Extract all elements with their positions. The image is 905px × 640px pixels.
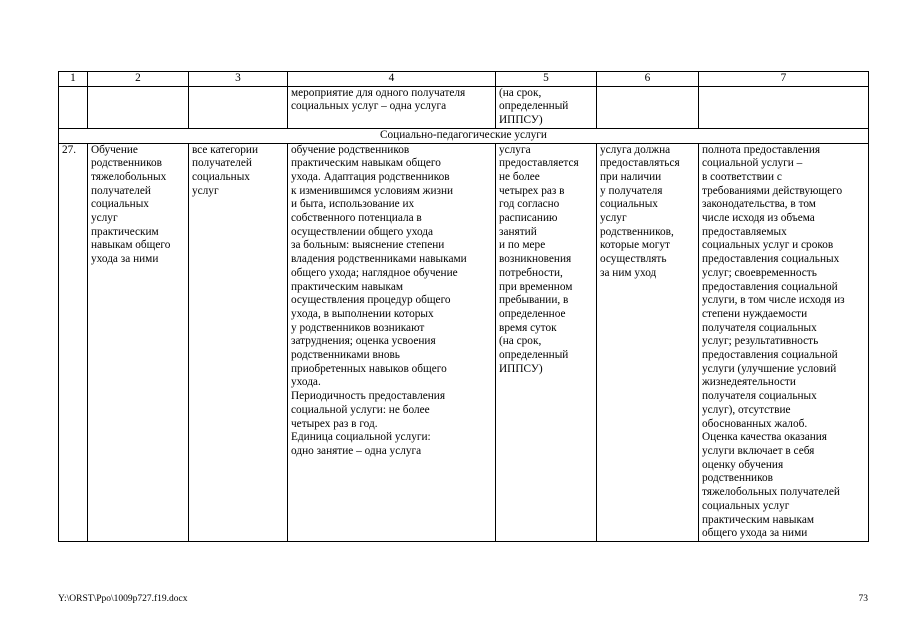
text-line: требованиями действующего	[702, 184, 843, 197]
text-line: (на срок,	[499, 86, 542, 99]
column-number: 3	[189, 72, 288, 87]
text-line: год согласно	[499, 198, 560, 211]
text-line: услуга	[499, 143, 531, 156]
column-number: 1	[59, 72, 88, 87]
text-line: социальных услуг и сроков	[702, 239, 834, 252]
text-line: все категории	[192, 143, 258, 156]
text-line: пребывании, в	[499, 294, 569, 307]
text-line: предоставляется	[499, 157, 579, 170]
text-line: навыкам общего	[91, 239, 171, 252]
text-line: социальных	[600, 198, 658, 211]
text-line: за больным: выяснение степени	[291, 239, 445, 252]
text-line: социальных	[192, 170, 250, 183]
text-line: услуга должна	[600, 143, 671, 156]
continuation-term	[496, 86, 597, 128]
text-line: жизнедеятельности	[702, 376, 796, 389]
text-line: ухода за ними	[91, 253, 159, 266]
footer-file-path: Y:\ORST\Ppo\1009p727.f19.docx	[58, 594, 188, 604]
text-line: полнота предоставления	[702, 143, 821, 156]
text-line: определенный	[499, 349, 569, 362]
text-line: услуги, в том числе исходя из	[702, 294, 845, 307]
text-line: предоставления социальной	[702, 349, 838, 362]
text-line: получателя социальных	[702, 321, 817, 334]
text-line: родственников	[91, 157, 162, 170]
text-line: у получателя	[600, 184, 663, 197]
text-line: Единица социальной услуги:	[291, 431, 431, 444]
text-line: практическим	[91, 225, 159, 238]
section-row	[59, 128, 869, 143]
text-line: общего ухода за ними	[702, 527, 808, 540]
text-line: собственного потенциала в	[291, 212, 422, 225]
text-line: числе исходя из объема	[702, 212, 815, 225]
text-line: четырех раз в	[499, 184, 565, 197]
text-line: родственников	[702, 472, 773, 485]
text-line: родственников,	[600, 225, 674, 238]
text-line: и по мере	[499, 239, 546, 252]
quality-indicators	[699, 143, 869, 541]
text-line: обучение родственников	[291, 143, 410, 156]
cell-empty	[699, 86, 869, 128]
text-line: занятий	[499, 225, 537, 238]
page-number: 73	[858, 594, 868, 604]
recipient-category	[189, 143, 288, 541]
cell-empty	[189, 86, 288, 128]
text-line: осуществлении общего ухода	[291, 225, 434, 238]
text-line: тяжелобольных получателей	[702, 486, 840, 499]
text-line: предоставления социальной	[702, 280, 838, 293]
text-line: социальной услуги –	[702, 157, 803, 170]
text-line: практическим навыкам	[291, 280, 403, 293]
text-line: возникновения	[499, 253, 572, 266]
section-title: Социально-педагогические услуги	[59, 128, 869, 143]
text-line: в соответствии с	[702, 170, 782, 183]
column-number: 7	[699, 72, 869, 87]
text-line: получателя социальных	[702, 390, 817, 403]
row-number: 27.	[59, 143, 88, 541]
text-line: осуществления процедур общего	[291, 294, 451, 307]
text-line: четырех раз в год.	[291, 417, 378, 430]
table-row	[59, 143, 869, 541]
text-line: расписанию	[499, 212, 558, 225]
text-line: получателей	[192, 157, 252, 170]
text-line: ухода.	[291, 376, 321, 389]
text-line: к изменившимся условиям жизни	[291, 184, 454, 197]
text-line: мероприятие для одного получателя	[291, 86, 466, 99]
column-number: 4	[288, 72, 496, 87]
text-line: определенное	[499, 307, 566, 320]
cell-empty	[597, 86, 699, 128]
column-number: 2	[88, 72, 189, 87]
text-line: не более	[499, 170, 540, 183]
text-line: потребности,	[499, 266, 563, 279]
text-line: степени нуждаемости	[702, 307, 808, 320]
text-line: Обучение	[91, 143, 138, 156]
text-line: приобретенных навыков общего	[291, 362, 447, 375]
text-line: социальных услуг – одна услуга	[291, 100, 447, 113]
services-table	[58, 71, 869, 542]
service-name	[88, 143, 189, 541]
text-line: практическим навыкам общего	[291, 157, 441, 170]
text-line: услуг; результативность	[702, 335, 819, 348]
text-line: тяжелобольных	[91, 170, 167, 183]
cell-empty	[88, 86, 189, 128]
text-line: социальной услуги: не более	[291, 403, 430, 416]
text-line: осуществлять	[600, 253, 667, 266]
text-line: владения родственниками навыками	[291, 253, 467, 266]
column-number: 5	[496, 72, 597, 87]
text-line: предоставления социальных	[702, 253, 840, 266]
cell-empty	[59, 86, 88, 128]
text-line: ИППСУ)	[499, 114, 543, 127]
text-line: услуг	[192, 184, 219, 197]
text-line: одно занятие – одна услуга	[291, 444, 422, 457]
text-line: услуг	[600, 212, 627, 225]
text-line: оценку обучения	[702, 458, 784, 471]
text-line: предоставляемых	[702, 225, 787, 238]
service-conditions	[597, 143, 699, 541]
text-line: предоставляться	[600, 157, 680, 170]
service-description	[288, 143, 496, 541]
text-line: услуги включает в себя	[702, 444, 815, 457]
text-line: общего ухода; наглядное обучение	[291, 266, 458, 279]
text-line: время суток	[499, 321, 557, 334]
column-number: 6	[597, 72, 699, 87]
text-line: ИППСУ)	[499, 362, 543, 375]
text-line: при наличии	[600, 170, 662, 183]
text-line: ухода. Адаптация родственников	[291, 170, 450, 183]
column-number-row	[59, 72, 869, 87]
text-line: при временном	[499, 280, 573, 293]
text-line: определенный	[499, 100, 569, 113]
text-line: ухода, в выполнении которых	[291, 307, 434, 320]
text-line: Периодичность предоставления	[291, 390, 446, 403]
text-line: получателей	[91, 184, 151, 197]
text-line: родственниками вновь	[291, 349, 400, 362]
text-line: услуг	[91, 212, 118, 225]
text-line: которые могут	[600, 239, 670, 252]
text-line: услуги (улучшение условий	[702, 362, 837, 375]
continuation-row	[59, 86, 869, 128]
service-term	[496, 143, 597, 541]
text-line: и быта, использование их	[291, 198, 415, 211]
text-line: услуг; своевременность	[702, 266, 817, 279]
continuation-description	[288, 86, 496, 128]
text-line: социальных услуг	[702, 499, 790, 512]
text-line: (на срок,	[499, 335, 542, 348]
text-line: обоснованных жалоб.	[702, 417, 808, 430]
text-line: затруднения; оценка усвоения	[291, 335, 436, 348]
text-line: Оценка качества оказания	[702, 431, 827, 444]
text-line: практическим навыкам	[702, 513, 814, 526]
text-line: за ним уход	[600, 266, 657, 279]
text-line: законодательства, в том	[702, 198, 816, 211]
text-line: у родственников возникают	[291, 321, 425, 334]
text-line: услуг), отсутствие	[702, 403, 791, 416]
text-line: социальных	[91, 198, 149, 211]
